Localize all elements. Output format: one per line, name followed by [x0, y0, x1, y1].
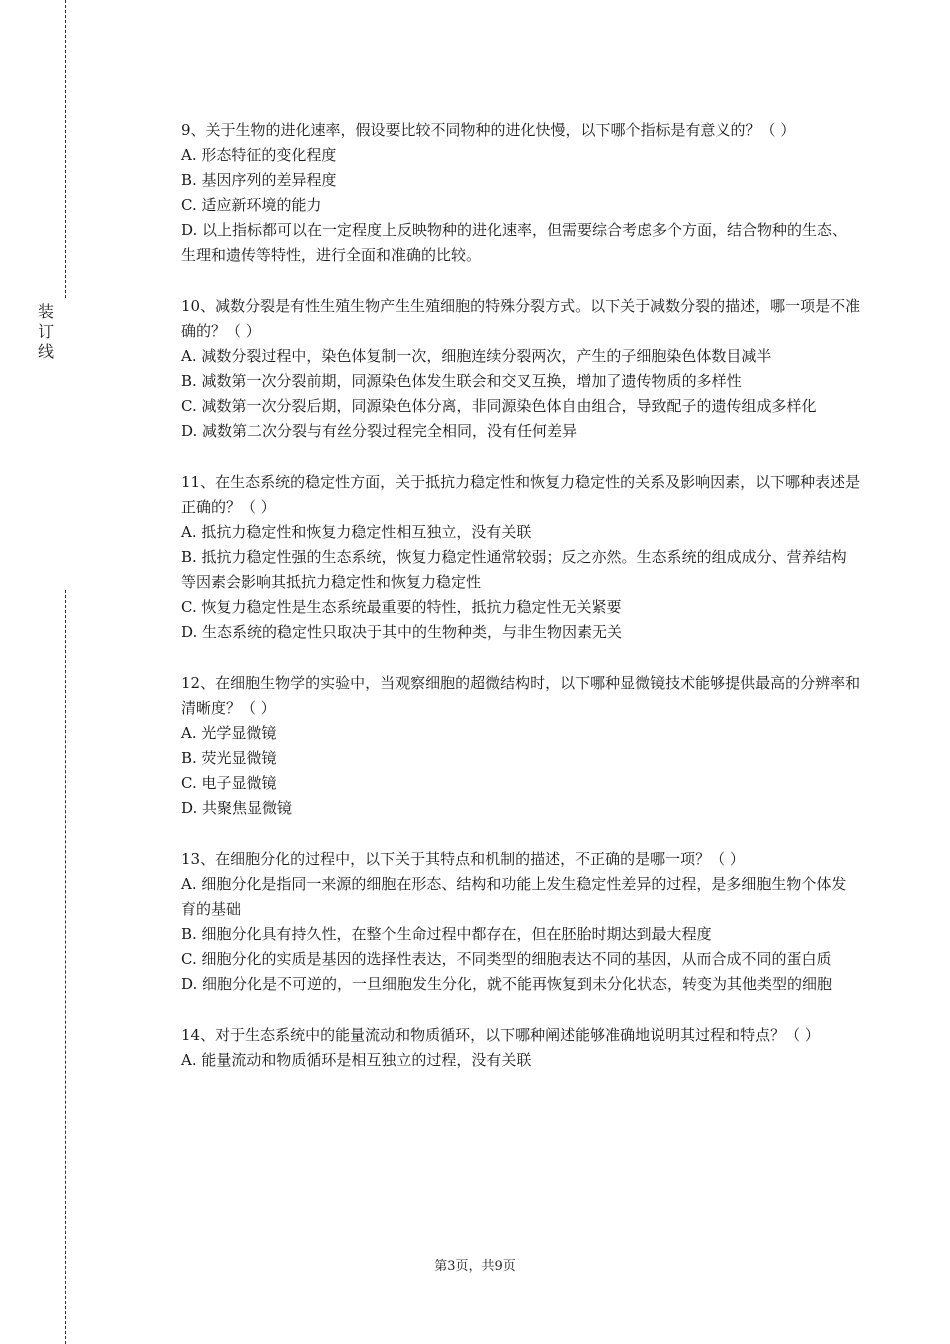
page-number: 第3页，共9页: [434, 1259, 516, 1274]
question-stem: 11、在生态系统的稳定性方面，关于抵抗力稳定性和恢复力稳定性的关系及影响因素，以下哪种表述是正确的？（ ）: [181, 473, 861, 516]
question-stem: 12、在细胞生物学的实验中，当观察细胞的超微结构时，以下哪种显微镜技术能够提供最高的分辨率和清晰度？（ ）: [181, 674, 861, 717]
option-a: A. 抵抗力稳定性和恢复力稳定性相互独立，没有关联: [181, 523, 532, 541]
question-11: [181, 470, 861, 645]
binding-label-char: 订: [37, 322, 54, 341]
question-stem: 13、在细胞分化的过程中，以下关于其特点和机制的描述，不正确的是哪一项？（ ）: [181, 850, 745, 868]
question-stem: 14、对于生态系统中的能量流动和物质循环，以下哪种阐述能够准确地说明其过程和特点？（ ）: [181, 1026, 820, 1044]
binding-label-char: 线: [37, 342, 54, 361]
option-d: D. 以上指标都可以在一定程度上反映物种的进化速率，但需要综合考虑多个方面，结合物种的生态、生理和遗传等特性，进行全面和准确的比较。: [181, 221, 848, 264]
page-footer: [0, 1258, 950, 1276]
binding-label: [36, 302, 56, 362]
option-b: B. 荧光显微镜: [181, 749, 277, 767]
option-a: A. 能量流动和物质循环是相互独立的过程，没有关联: [181, 1051, 532, 1069]
question-13: [181, 847, 861, 997]
binding-dashed-line-bottom: [65, 590, 66, 1344]
question-stem: 9、关于生物的进化速率，假设要比较不同物种的进化快慢，以下哪个指标是有意义的？（ ）: [181, 121, 796, 139]
option-b: B. 减数第一次分裂前期，同源染色体发生联会和交叉互换，增加了遗传物质的多样性: [181, 372, 742, 390]
option-b: B. 细胞分化具有持久性，在整个生命过程中都存在，但在胚胎时期达到最大程度: [181, 925, 712, 943]
question-10: [181, 294, 861, 444]
option-b: B. 抵抗力稳定性强的生态系统，恢复力稳定性通常较弱；反之亦然。生态系统的组成成分、营养结构等因素会影响其抵抗力稳定性和恢复力稳定性: [181, 548, 847, 591]
option-d: D. 共聚焦显微镜: [181, 799, 293, 817]
option-c: C. 适应新环境的能力: [181, 196, 322, 214]
question-14: [181, 1023, 861, 1073]
option-a: A. 减数分裂过程中，染色体复制一次，细胞连续分裂两次，产生的子细胞染色体数目减半: [181, 347, 772, 365]
option-a: A. 光学显微镜: [181, 724, 277, 742]
question-9: [181, 118, 861, 268]
option-d: D. 生态系统的稳定性只取决于其中的生物种类，与非生物因素无关: [181, 623, 623, 641]
option-b: B. 基因序列的差异程度: [181, 171, 337, 189]
binding-label-char: 装: [37, 302, 54, 321]
option-d: D. 细胞分化是不可逆的，一旦细胞发生分化，就不能再恢复到未分化状态，转变为其他类型的细胞: [181, 975, 833, 993]
binding-dashed-line-top: [65, 0, 66, 298]
question-stem: 10、减数分裂是有性生殖生物产生生殖细胞的特殊分裂方式。以下关于减数分裂的描述，哪一项是不准确的？（ ）: [181, 297, 861, 340]
question-12: [181, 671, 861, 821]
option-c: C. 恢复力稳定性是生态系统最重要的特性，抵抗力稳定性无关紧要: [181, 598, 622, 616]
option-a: A. 细胞分化是指同一来源的细胞在形态、结构和功能上发生稳定性差异的过程，是多细胞生物个体发育的基础: [181, 875, 847, 918]
option-c: C. 电子显微镜: [181, 774, 277, 792]
option-d: D. 减数第二次分裂与有丝分裂过程完全相同，没有任何差异: [181, 422, 578, 440]
option-a: A. 形态特征的变化程度: [181, 146, 337, 164]
option-c: C. 减数第一次分裂后期，同源染色体分离，非同源染色体自由组合，导致配子的遗传组成多样化: [181, 397, 817, 415]
question-list: [181, 118, 861, 1099]
option-c: C. 细胞分化的实质是基因的选择性表达，不同类型的细胞表达不同的基因，从而合成不同的蛋白质: [181, 950, 832, 968]
